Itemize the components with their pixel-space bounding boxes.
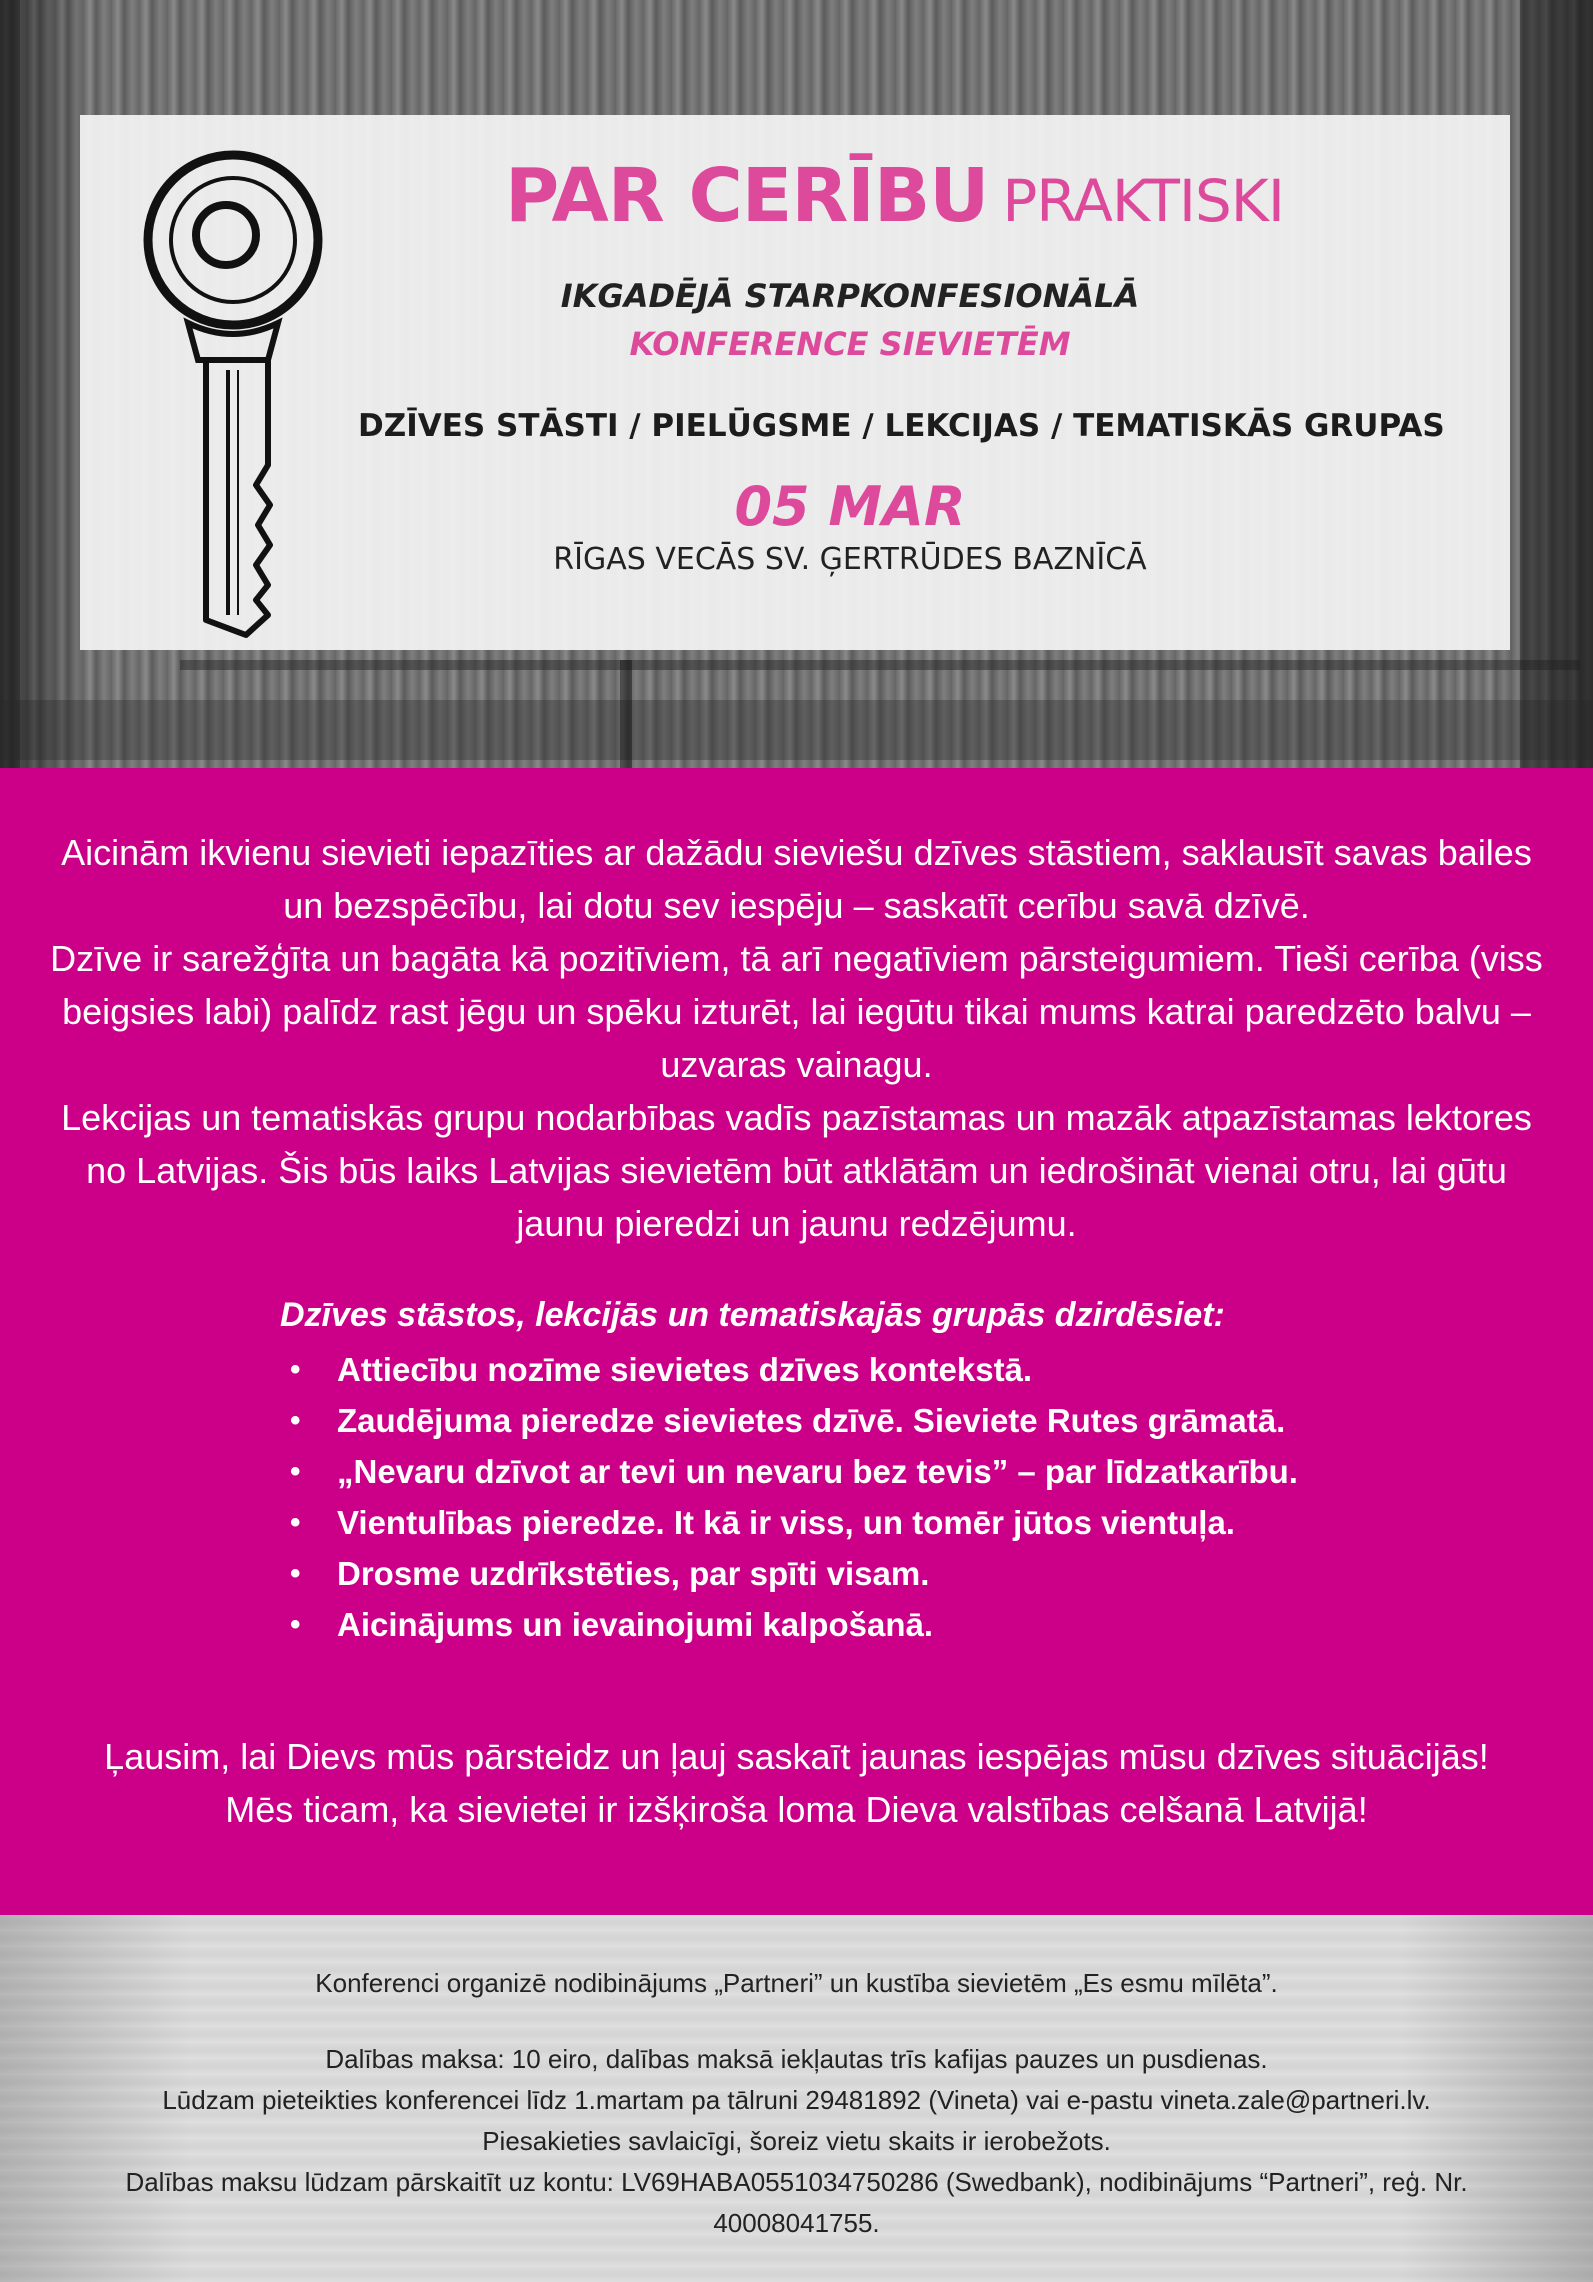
title-bold: PAR CERĪBU [505,153,989,239]
topics-line: DZĪVES STĀSTI / PIELŪGSME / LEKCIJAS / TEMATISKĀS GRUPAS [358,408,1445,444]
wood-plank [0,0,20,768]
bullet-icon: • [290,1608,301,1641]
bullet-icon: • [290,1404,301,1437]
organizer-text: Konferenci organizē nodibinājums „Partneri” un kustība sievietēm „Es esmu mīlēta”. [315,1968,1278,1998]
subtitle-conference: KONFERENCE SIEVIETĒM [629,325,1071,363]
intro-paragraph: Dzīve ir sarežģīta un bagāta kā pozitīviem, tā arī negatīviem pārsteigumiem. Tieši cerība (viss beigsies labi) palīdz rast jēgu un spēku izturēt, lai iegūtu tikai mums katrai paredzēto balvu – uzvaras vainagu. [50,938,1543,1085]
list-item-text: Attiecību nozīme sievietes dzīves kontekstā. [337,1351,1033,1388]
footer [0,1915,1593,2282]
hurry-text: Piesakieties savlaicīgi, šoreiz vietu skaits ir ierobežots. [482,2126,1111,2156]
list-item [280,1548,1480,1599]
list-item-text: „Nevaru dzīvot ar tevi un nevaru bez tevis” – par līdzatkarību. [337,1453,1298,1490]
bullet-icon: • [290,1506,301,1539]
closing-paragraph: Mēs ticam, ka sievietei ir izšķiroša loma Dieva valstības celšanā Latvijā! [225,1789,1368,1830]
subtitle-annual: IKGADĒJĀ STARPKONFESIONĀLĀ [560,277,1140,315]
main-content [0,768,1593,1915]
wood-plank [180,660,1580,670]
list-item [280,1344,1480,1395]
register-text: Lūdzam pieteikties konferencei līdz 1.martam pa tālruni 29481892 (Vineta) vai e-pastu vineta.zale@partneri.lv. [162,2085,1431,2115]
list-item-text: Vientulības pieredze. It kā ir viss, un tomēr jūtos vientuļa. [337,1504,1235,1541]
fee-text: Dalības maksa: 10 eiro, dalības maksā iekļautas trīs kafijas pauzes un pusdienas. [325,2044,1268,2074]
list-item-text: Aicinājums un ievainojumi kalpošanā. [337,1606,933,1643]
event-date: 05 MAR [734,475,966,538]
topics-list [280,1290,1480,1650]
title-banner [80,115,1510,650]
list-item [280,1497,1480,1548]
hero-background [0,0,1593,768]
wood-plank [0,700,1593,760]
registration-info [40,2039,1553,2244]
list-item [280,1599,1480,1650]
intro-paragraph: Aicinām ikvienu sievieti iepazīties ar dažādu sieviešu dzīves stāstiem, saklausīt savas bailes un bezspēcību, lai dotu sev iespēju – saskatīt cerību savā dzīvē. [61,832,1532,926]
list-item-text: Drosme uzdrīkstēties, par spīti visam. [337,1555,930,1592]
account-text: Dalības maksu lūdzam pārskaitīt uz kontu: LV69HABA0551034750286 (Swedbank), nodibinājums “Partneri”, reģ. Nr. 40008041755. [125,2167,1468,2238]
bullet-icon: • [290,1353,301,1386]
wood-plank [620,660,632,768]
intro-text [40,826,1553,1250]
list-item-text: Zaudējuma pieredze sievietes dzīvē. Sieviete Rutes grāmatā. [337,1402,1286,1439]
list-item [280,1446,1480,1497]
closing-text [60,1730,1533,1836]
title-light: PRAKTISKI [1002,167,1284,235]
closing-paragraph: Ļausim, lai Dievs mūs pārsteidz un ļauj saskaīt jaunas iespējas mūsu dzīves situācijās! [104,1736,1489,1777]
topics-list-heading: Dzīves stāstos, lekcijās un tematiskajās grupās dzirdēsiet: [280,1296,1225,1334]
event-venue: RĪGAS VECĀS SV. ĢERTRŪDES BAZNĪCĀ [553,542,1147,577]
conference-title [505,153,1284,239]
list-item [280,1395,1480,1446]
wood-plank [1520,0,1593,768]
bullet-icon: • [290,1557,301,1590]
bullet-icon: • [290,1455,301,1488]
intro-paragraph: Lekcijas un tematiskās grupu nodarbības vadīs pazīstamas un mazāk atpazīstamas lektores no Latvijas. Šis būs laiks Latvijas sievietēm būt atklātām un iedrošināt vienai otru, lai gūtu jaunu pieredzi un jaunu redzējumu. [61,1097,1532,1244]
